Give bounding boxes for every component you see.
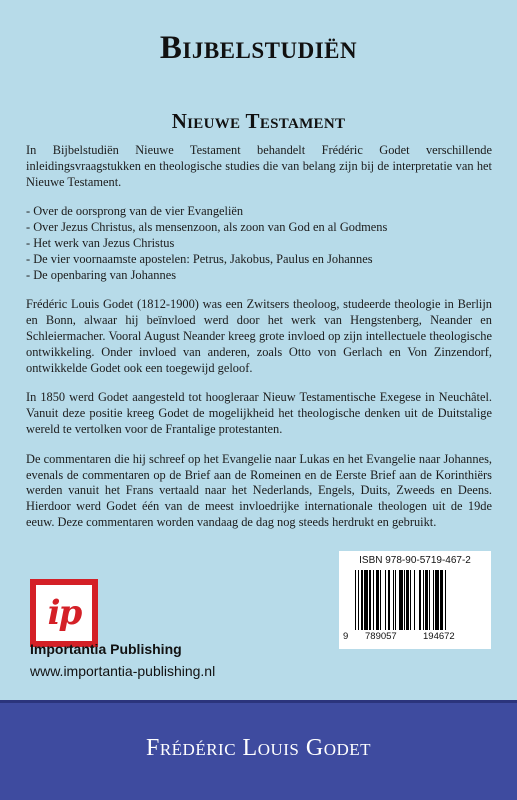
barcode xyxy=(339,551,491,649)
topic-item: - De openbaring van Johannes xyxy=(26,267,177,282)
publisher-logo xyxy=(30,579,98,647)
logo-mark: ip xyxy=(47,593,81,633)
topic-item: - Over Jezus Christus, als mensenzoon, als zoon van God en al Godmens xyxy=(26,220,388,235)
topic-list xyxy=(26,204,492,283)
author-name: Frédéric Louis Godet xyxy=(145,735,372,761)
career-paragraph: In 1850 werd Godet aangesteld tot hoogleraar Nieuw Testamentische Exegese in Neuchâtel. Vanuit deze positie kreeg Godet de mogelijkheid het theologische denken uit de Duitstalige wereld te vertolken voor de Frantalige protestanten. xyxy=(26,390,492,436)
topic-item: - De vier voornaamste apostelen: Petrus, Jakobus, Paulus en Johannes xyxy=(26,251,373,266)
barcode-digits-right: 194672 xyxy=(423,631,455,642)
publisher-name: Importantia Publishing xyxy=(30,641,182,657)
barcode-bars xyxy=(355,570,479,630)
back-cover-text xyxy=(26,143,492,545)
book-subtitle: Nieuwe Testament xyxy=(171,109,346,133)
topic-item: - Over de oorsprong van de vier Evangeliën xyxy=(26,204,244,219)
topic-item: - Het werk van Jezus Christus xyxy=(26,235,175,250)
commentaries-paragraph: De commentaren die hij schreef op het Evangelie naar Lukas en het Evangelie naar Johannes, evenals de commentaren op de Brief aan de Romeinen en de Eerste Brief aan de Korinthiërs werden vanuit het Frans vertaald naar het Nederlands, Engels, Duits, Zweeds en Deens. Hierdoor werd Godet één van de meest invloedrijke internationale theologen uit de 19de eeuw. Deze commentaren worden vandaag de dag nog steeds herdrukt en gebruikt. xyxy=(26,451,492,529)
publisher-website: www.importantia-publishing.nl xyxy=(30,663,216,679)
book-title: Bijbelstudiën xyxy=(159,30,358,66)
biography-paragraph: Frédéric Louis Godet (1812-1900) was een Zwitsers theoloog, studeerde theologie in Berlijn en Bonn, alwaar hij beïnvloed werd door het werk van Hengstenberg, Neander en Schleiermacher. Vooral August Neander kreeg grote invloed op zijn intellectuele theologische ontwikkeling. Onder invloed van anderen, zoals Otto von Gerlach en Von Zinzendorf, ontwikkelde Godet ook een toegewijd geloof. xyxy=(26,297,492,375)
barcode-digits-left: 789057 xyxy=(365,631,397,642)
isbn-label: ISBN 978-90-5719-467-2 xyxy=(359,555,471,566)
intro-paragraph: In Bijbelstudiën Nieuwe Testament behandelt Frédéric Godet verschillende inleidingsvraagstukken en theologische studies die van belang zijn bij de interpretatie van het Nieuwe Testament. xyxy=(26,143,492,189)
barcode-digit-first: 9 xyxy=(343,631,349,642)
